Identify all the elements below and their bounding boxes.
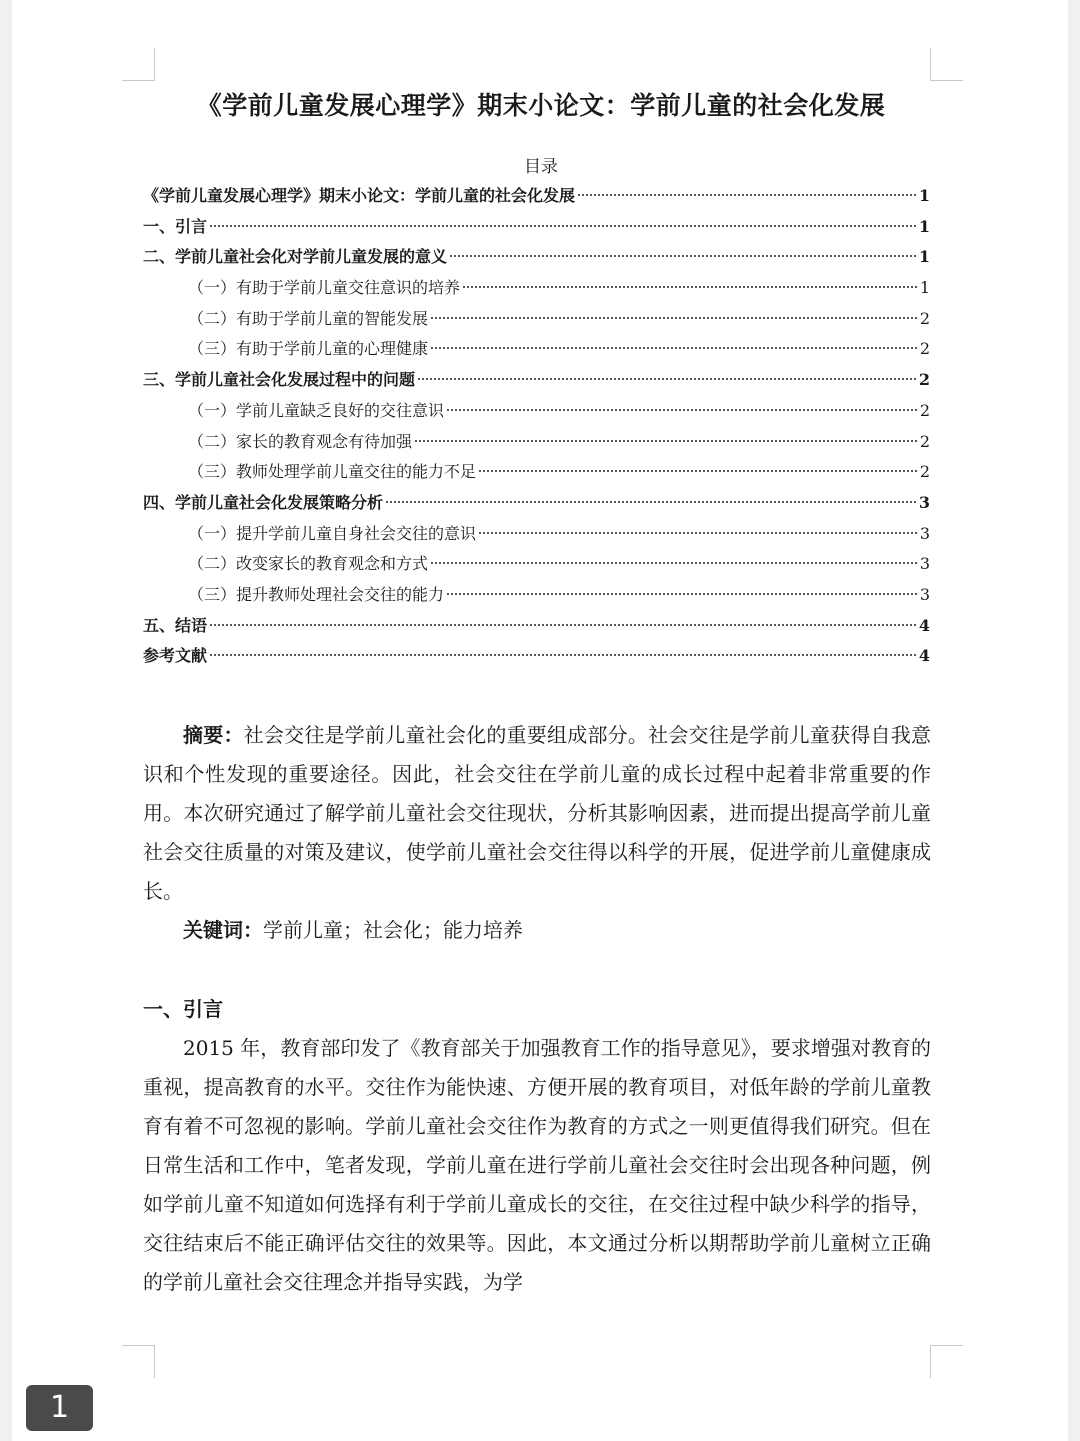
toc-leader-dots	[210, 654, 916, 656]
toc-entry[interactable]	[143, 273, 930, 304]
toc-entry-page: 2	[918, 370, 930, 390]
toc-entry-title: （一）学前儿童缺乏良好的交往意识	[188, 400, 445, 420]
toc-entry[interactable]	[143, 549, 930, 580]
toc-entry-title: （三）提升教师处理社会交往的能力	[188, 584, 445, 604]
intro-year: 2015	[183, 1036, 234, 1060]
toc-entry-page: 1	[918, 186, 930, 205]
toc-entry-title: 三、学前儿童社会化发展过程中的问题	[143, 370, 416, 390]
toc-leader-dots	[447, 593, 917, 595]
toc-entry-title: 四、学前儿童社会化发展策略分析	[143, 492, 384, 512]
intro-paragraph	[143, 1029, 931, 1302]
toc-leader-dots	[578, 194, 916, 196]
abstract	[143, 716, 931, 911]
toc-leader-dots	[431, 562, 917, 564]
toc-entry[interactable]	[143, 457, 930, 488]
toc-entry-title: （二）改变家长的教育观念和方式	[188, 554, 429, 574]
toc-entry[interactable]	[143, 427, 930, 458]
toc-entry-page: 4	[918, 615, 930, 635]
toc-entry-title: 五、结语	[143, 615, 208, 635]
toc-entry[interactable]	[143, 488, 930, 519]
page-number-badge[interactable]: 1	[26, 1385, 93, 1431]
keywords-text: 学前儿童；社会化；能力培养	[263, 918, 523, 942]
toc-leader-dots	[479, 532, 917, 534]
toc-entry[interactable]	[143, 334, 930, 365]
toc-leader-dots	[479, 470, 917, 472]
toc-entry-page: 1	[918, 247, 930, 267]
keywords	[143, 911, 931, 950]
toc-leader-dots	[415, 440, 917, 442]
toc-entry-title: 参考文献	[143, 646, 208, 666]
toc-leader-dots	[450, 255, 916, 257]
toc-entry-page: 2	[919, 339, 930, 359]
toc-leader-dots	[463, 286, 917, 288]
intro-text: 年，教育部印发了《教育部关于加强教育工作的指导意见》，要求增强对教育的重视，提高教育的水平。交往作为能快速、方便开展的教育项目，对低年龄的学前儿童教育有着不可忽视的影响。学前儿童社会交往作为教育的方式之一则更值得我们研究。但在日常生活和工作中，笔者发现，学前儿童在进行学前儿童社会交往时会出现各种问题，例如学前儿童不知道如何选择有利于学前儿童成长的交往，在交往过程中缺少科学的指导，交往结束后不能正确评估交往的效果等。因此，本文通过分析以期帮助学前儿童树立正确的学前儿童社会交往理念并指导实践，为学	[143, 1036, 931, 1294]
toc-leader-dots	[431, 347, 917, 349]
toc-entry[interactable]	[143, 212, 930, 243]
toc-entry-title: （二）家长的教育观念有待加强	[188, 431, 413, 451]
toc-entry-page: 2	[919, 431, 930, 451]
crop-mark-top-right	[930, 48, 963, 81]
toc-entry[interactable]	[143, 181, 930, 212]
toc-entry[interactable]	[143, 365, 930, 396]
toc-entry[interactable]	[143, 580, 930, 611]
toc-entry-page: 4	[918, 646, 930, 666]
toc-leader-dots	[418, 378, 916, 380]
toc-heading: 目录	[524, 157, 558, 177]
toc-entry-page: 2	[919, 462, 930, 482]
toc-entry[interactable]	[143, 396, 930, 427]
document-title: 《学前儿童发展心理学》期末小论文：学前儿童的社会化发展	[196, 91, 886, 120]
toc-entry[interactable]	[143, 242, 930, 273]
keywords-label: 关键词：	[183, 918, 263, 942]
toc-entry-title: （二）有助于学前儿童的智能发展	[188, 308, 429, 328]
toc-leader-dots	[386, 501, 916, 503]
toc-leader-dots	[210, 624, 916, 626]
toc-entry-page: 3	[919, 554, 930, 574]
toc-entry-page: 3	[919, 584, 930, 604]
toc-entry-page: 3	[918, 492, 930, 512]
toc-entry-title: 二、学前儿童社会化对学前儿童发展的意义	[143, 247, 448, 267]
crop-mark-bottom-right	[930, 1345, 963, 1378]
toc-leader-dots	[431, 317, 917, 319]
toc-entry-title: 一、引言	[143, 216, 208, 236]
toc-entry[interactable]	[143, 519, 930, 550]
toc-entry[interactable]	[143, 611, 930, 642]
crop-mark-top-left	[122, 48, 155, 81]
toc-entry-title: （三）有助于学前儿童的心理健康	[188, 339, 429, 359]
toc-entry[interactable]	[143, 641, 930, 672]
abstract-text: 社会交往是学前儿童社会化的重要组成部分。社会交往是学前儿童获得自我意识和个性发现的重要途径。因此，社会交往在学前儿童的成长过程中起着非常重要的作用。本次研究通过了解学前儿童社会交往现状，分析其影响因素，进而提出提高学前儿童社会交往质量的对策及建议，使学前儿童社会交往得以科学的开展，促进学前儿童健康成长。	[143, 723, 932, 903]
toc-entry-title: （一）提升学前儿童自身社会交往的意识	[188, 523, 477, 543]
toc-entry-title: （一）有助于学前儿童交往意识的培养	[188, 278, 461, 298]
crop-mark-bottom-left	[122, 1345, 155, 1378]
section-heading-intro: 一、引言	[143, 997, 223, 1021]
toc-leader-dots	[210, 225, 916, 227]
toc-entry-title: 《学前儿童发展心理学》期末小论文：学前儿童的社会化发展	[143, 186, 576, 205]
toc-entry-page: 2	[919, 308, 930, 328]
toc-entry-page: 2	[919, 400, 930, 420]
toc-entry-title: （三）教师处理学前儿童交往的能力不足	[188, 462, 477, 482]
table-of-contents	[143, 181, 930, 672]
abstract-label: 摘要：	[183, 723, 244, 747]
toc-entry-page: 1	[918, 216, 930, 236]
toc-entry[interactable]	[143, 304, 930, 335]
toc-entry-page: 1	[919, 278, 930, 298]
toc-entry-page: 3	[919, 523, 930, 543]
toc-leader-dots	[447, 409, 917, 411]
